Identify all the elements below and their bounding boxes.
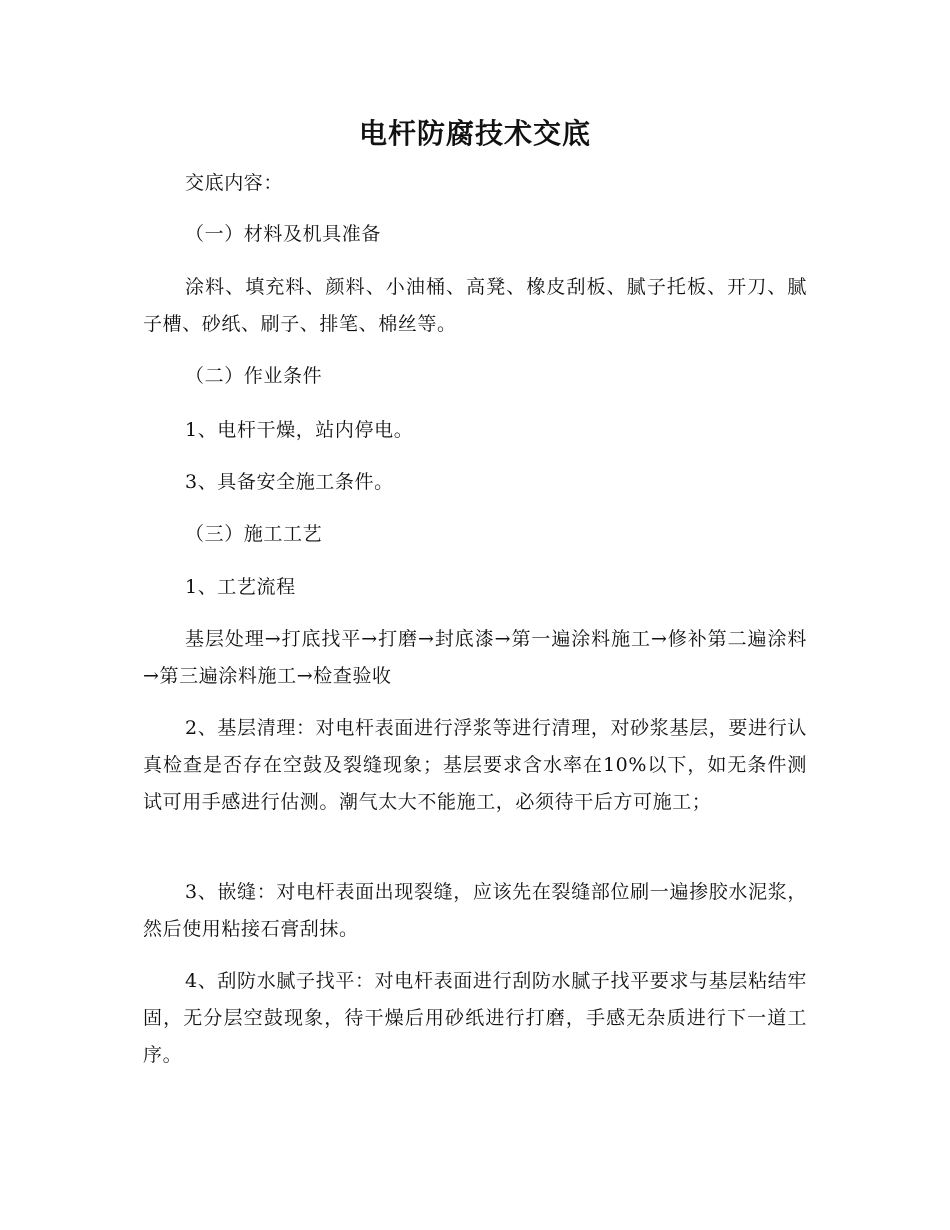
section-heading-construction-process: （三）施工工艺 [185,523,323,545]
paragraph-caulking: 3、嵌缝：对电杆表面出现裂缝，应该先在裂缝部位刷一遍掺胶水泥浆，然后使用粘接石膏刮抹。 [143,881,807,940]
paragraph-briefing-content: 交底内容： [185,172,284,194]
paragraph-condition-3: 3、具备安全施工条件。 [185,471,394,493]
paragraph-process-flow: 基层处理→打底找平→打磨→封底漆→第一遍涂料施工→修补第二遍涂料→第三遍涂料施工→检查验收 [143,628,807,687]
paragraph-materials-list: 涂料、填充料、颜料、小油桶、高凳、橡皮刮板、腻子托板、开刀、腻子槽、砂纸、刷子、排笔、棉丝等。 [143,276,807,335]
section-heading-materials: （一）材料及机具准备 [185,223,382,245]
document-title: 电杆防腐技术交底 [358,117,591,150]
paragraph-base-cleaning: 2、基层清理：对电杆表面进行浮浆等进行清理，对砂浆基层，要进行认真检查是否存在空鼓及裂缝现象；基层要求含水率在10%以下，如无条件测试可用手感进行估测。潮气太大不能施工，必须待干后方可施工； [143,717,807,813]
paragraph-waterproof-putty: 4、刮防水腻子找平：对电杆表面进行刮防水腻子找平要求与基层粘结牢固，无分层空鼓现象，待干燥后用砂纸进行打磨，手感无杂质进行下一道工序。 [143,970,807,1066]
paragraph-process-flow-heading: 1、工艺流程 [185,576,296,598]
paragraph-condition-1: 1、电杆干燥，站内停电。 [185,419,414,441]
section-heading-work-conditions: （二）作业条件 [185,365,323,387]
